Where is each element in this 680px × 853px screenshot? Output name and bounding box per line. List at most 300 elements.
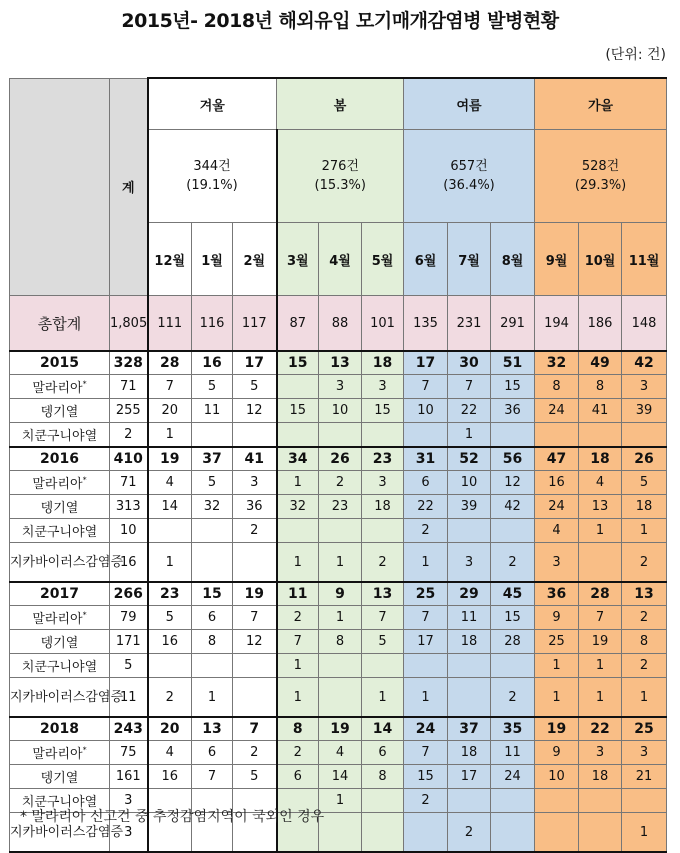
month-header: 12월 (148, 223, 192, 296)
month-value: 19 (579, 630, 622, 654)
month-value: 15 (277, 399, 319, 423)
month-value: 5 (192, 471, 233, 495)
row-label-text: 뎅기열 (40, 501, 79, 516)
month-value: 1 (277, 471, 319, 495)
month-value (362, 654, 404, 678)
month-value: 41 (579, 399, 622, 423)
season-total-count: 344건 (193, 159, 231, 174)
row-total: 255 (110, 399, 148, 423)
row-label (10, 447, 110, 471)
month-value (579, 423, 622, 448)
month-header: 11월 (622, 223, 667, 296)
month-value (192, 654, 233, 678)
row-total: 313 (110, 495, 148, 519)
month-value: 21 (622, 765, 667, 789)
row-label (10, 519, 110, 543)
month-value: 7 (233, 606, 277, 630)
month-value: 4 (148, 741, 192, 765)
month-value: 2 (404, 789, 448, 813)
month-value: 7 (148, 375, 192, 399)
month-value: 6 (404, 471, 448, 495)
month-value: 16 (192, 351, 233, 375)
month-value (148, 519, 192, 543)
month-value: 1 (148, 423, 192, 448)
month-value: 1 (319, 606, 362, 630)
month-value (448, 519, 491, 543)
row-total: 3 (110, 789, 148, 813)
month-value: 2 (404, 519, 448, 543)
row-label-text: 지카바이러스감염증 (10, 554, 124, 570)
month-header: 9월 (535, 223, 579, 296)
month-value: 7 (233, 717, 277, 741)
month-value: 2 (233, 741, 277, 765)
row-total: 71 (110, 471, 148, 495)
month-value: 25 (404, 582, 448, 606)
month-value: 11 (192, 399, 233, 423)
month-value: 7 (404, 741, 448, 765)
month-value: 41 (233, 447, 277, 471)
month-value: 14 (362, 717, 404, 741)
row-label-text: 말라리아 (32, 381, 83, 396)
month-value (277, 375, 319, 399)
month-value: 9 (535, 741, 579, 765)
month-value (448, 789, 491, 813)
month-value: 87 (277, 296, 319, 352)
month-value: 11 (277, 582, 319, 606)
row-total: 266 (110, 582, 148, 606)
season-total-pct: (15.3%) (314, 178, 366, 193)
row-label-text: 말라리아 (32, 477, 83, 492)
month-value (233, 654, 277, 678)
month-value: 8 (535, 375, 579, 399)
month-value: 17 (404, 351, 448, 375)
month-value: 13 (622, 582, 667, 606)
row-label (10, 495, 110, 519)
month-value: 6 (362, 741, 404, 765)
month-value: 231 (448, 296, 491, 352)
month-value: 3 (622, 375, 667, 399)
month-value: 28 (579, 582, 622, 606)
month-value (233, 423, 277, 448)
year-row (10, 351, 667, 375)
row-label-text: 말라리아 (32, 747, 83, 762)
disease-row (10, 630, 667, 654)
month-value (192, 543, 233, 583)
month-value (404, 423, 448, 448)
month-value: 3 (622, 741, 667, 765)
month-value: 1 (404, 543, 448, 583)
month-value: 5 (192, 375, 233, 399)
row-label (10, 471, 110, 495)
month-value: 13 (319, 351, 362, 375)
month-value: 49 (579, 351, 622, 375)
month-value (448, 654, 491, 678)
month-value: 18 (362, 495, 404, 519)
header-corner (10, 78, 110, 296)
month-value: 15 (277, 351, 319, 375)
month-header: 2월 (233, 223, 277, 296)
month-value: 45 (491, 582, 535, 606)
month-value: 51 (491, 351, 535, 375)
row-label-text: 말라리아 (32, 612, 83, 627)
month-value: 31 (404, 447, 448, 471)
month-value: 32 (535, 351, 579, 375)
month-value: 2 (448, 813, 491, 853)
month-value: 19 (233, 582, 277, 606)
month-value: 13 (579, 495, 622, 519)
footnote-mark: * (82, 745, 87, 755)
month-value: 186 (579, 296, 622, 352)
season-total-count: 657건 (450, 159, 488, 174)
month-value: 19 (148, 447, 192, 471)
month-value: 22 (579, 717, 622, 741)
disease-row (10, 606, 667, 630)
year-row (10, 582, 667, 606)
month-value: 15 (192, 582, 233, 606)
grand-total-row (10, 296, 667, 352)
month-value: 1 (277, 678, 319, 718)
month-value: 2 (622, 606, 667, 630)
month-value: 116 (192, 296, 233, 352)
row-label (10, 678, 124, 718)
month-value: 1 (319, 789, 362, 813)
incidence-table (9, 77, 667, 853)
month-value (233, 543, 277, 583)
month-value: 2 (233, 519, 277, 543)
month-value: 1 (622, 813, 667, 853)
month-value: 36 (233, 495, 277, 519)
row-label (10, 654, 110, 678)
month-value: 23 (319, 495, 362, 519)
month-value: 39 (448, 495, 491, 519)
month-value: 22 (404, 495, 448, 519)
row-label (10, 423, 110, 448)
month-value (535, 423, 579, 448)
row-label (10, 399, 110, 423)
season-total-spring (277, 130, 404, 223)
row-label (10, 582, 110, 606)
month-header: 5월 (362, 223, 404, 296)
month-value: 23 (362, 447, 404, 471)
row-label-text: 2015 (40, 355, 79, 371)
footnote-mark: * (82, 475, 87, 485)
month-value: 11 (448, 606, 491, 630)
row-total: 10 (110, 519, 148, 543)
month-value: 15 (362, 399, 404, 423)
month-value: 3 (579, 741, 622, 765)
month-value (319, 423, 362, 448)
month-value: 11 (491, 741, 535, 765)
month-value (535, 789, 579, 813)
month-value: 17 (233, 351, 277, 375)
month-value: 4 (148, 471, 192, 495)
month-value (277, 423, 319, 448)
month-value (192, 423, 233, 448)
month-value: 56 (491, 447, 535, 471)
month-value: 1 (148, 543, 192, 583)
month-value: 1 (319, 543, 362, 583)
row-label-text: 치쿤구니야열 (21, 660, 98, 675)
row-label-text: 치쿤구니야열 (21, 429, 98, 444)
season-total-summer (404, 130, 535, 223)
month-value: 29 (448, 582, 491, 606)
month-value: 2 (277, 741, 319, 765)
disease-row (10, 423, 667, 448)
row-total: 79 (110, 606, 148, 630)
season-total-pct: (19.1%) (186, 178, 238, 193)
row-label-text: 지카바이러스감염증 (10, 824, 124, 840)
month-value: 9 (319, 582, 362, 606)
month-value (319, 654, 362, 678)
month-value: 8 (277, 717, 319, 741)
month-value: 18 (448, 741, 491, 765)
month-value: 1 (622, 519, 667, 543)
disease-row (10, 543, 667, 583)
row-label-text: 2017 (40, 586, 79, 602)
month-value (362, 519, 404, 543)
season-winter: 겨울 (148, 78, 277, 130)
season-summer: 여름 (404, 78, 535, 130)
month-value: 52 (448, 447, 491, 471)
row-label (10, 741, 110, 765)
row-label-text: 치쿤구니야열 (21, 795, 98, 810)
month-value (491, 423, 535, 448)
month-value: 1 (579, 654, 622, 678)
month-value: 7 (362, 606, 404, 630)
row-label-text: 뎅기열 (40, 636, 79, 651)
season-total-pct: (36.4%) (443, 178, 495, 193)
month-value: 5 (148, 606, 192, 630)
month-value: 5 (362, 630, 404, 654)
month-value (579, 813, 622, 853)
year-row (10, 717, 667, 741)
season-total-winter (148, 130, 277, 223)
season-total-autumn (535, 130, 667, 223)
month-value: 32 (277, 495, 319, 519)
month-value: 2 (148, 678, 192, 718)
month-header: 10월 (579, 223, 622, 296)
row-total: 410 (110, 447, 148, 471)
month-value: 8 (579, 375, 622, 399)
month-value: 18 (622, 495, 667, 519)
month-value: 117 (233, 296, 277, 352)
month-header: 6월 (404, 223, 448, 296)
footnote: * 말라리아 신고건 중 추정감염지역이 국외인 경우 (20, 809, 325, 825)
month-value: 10 (404, 399, 448, 423)
month-value (362, 789, 404, 813)
month-value: 37 (448, 717, 491, 741)
month-value: 19 (535, 717, 579, 741)
month-header: 3월 (277, 223, 319, 296)
month-value: 2 (277, 606, 319, 630)
month-value: 2 (491, 678, 535, 718)
month-value: 42 (622, 351, 667, 375)
month-value: 24 (535, 399, 579, 423)
month-value: 8 (362, 765, 404, 789)
month-value: 1 (192, 678, 233, 718)
month-value: 2 (491, 543, 535, 583)
month-value: 32 (192, 495, 233, 519)
month-value (491, 654, 535, 678)
month-value: 1 (535, 678, 579, 718)
month-value: 1 (579, 519, 622, 543)
month-value: 13 (362, 582, 404, 606)
footnote-mark: * (82, 379, 87, 389)
disease-row (10, 399, 667, 423)
month-value: 3 (362, 375, 404, 399)
month-value: 25 (535, 630, 579, 654)
row-label (10, 606, 110, 630)
month-value: 8 (192, 630, 233, 654)
month-value (491, 519, 535, 543)
month-header: 8월 (491, 223, 535, 296)
disease-row (10, 495, 667, 519)
month-value: 3 (535, 543, 579, 583)
row-label-text: 2018 (40, 721, 79, 737)
disease-row (10, 654, 667, 678)
month-header: 1월 (192, 223, 233, 296)
month-value (535, 813, 579, 853)
year-row (10, 447, 667, 471)
month-value: 1 (622, 678, 667, 718)
month-value: 15 (491, 606, 535, 630)
row-total: 1,805 (110, 296, 148, 352)
row-label (10, 375, 110, 399)
month-value: 16 (148, 765, 192, 789)
row-total: 16 (110, 543, 148, 583)
month-value: 2 (622, 543, 667, 583)
month-value (622, 423, 667, 448)
row-label (10, 630, 110, 654)
month-value: 2 (362, 543, 404, 583)
month-value: 12 (233, 630, 277, 654)
month-value: 18 (579, 447, 622, 471)
month-value (579, 789, 622, 813)
month-value: 22 (448, 399, 491, 423)
month-value: 18 (448, 630, 491, 654)
month-value: 7 (404, 606, 448, 630)
month-value: 18 (362, 351, 404, 375)
month-value (404, 654, 448, 678)
month-value: 2 (622, 654, 667, 678)
month-value: 36 (535, 582, 579, 606)
header-gye: 계 (110, 78, 148, 296)
row-label (10, 717, 110, 741)
month-value: 34 (277, 447, 319, 471)
season-total-pct: (29.3%) (574, 178, 627, 193)
month-value: 1 (404, 678, 448, 718)
month-value (319, 813, 362, 853)
month-value: 12 (491, 471, 535, 495)
season-total-count: 276건 (321, 159, 359, 174)
month-value: 1 (362, 678, 404, 718)
month-value: 111 (148, 296, 192, 352)
month-value (148, 654, 192, 678)
month-value (404, 813, 448, 853)
month-value: 1 (579, 678, 622, 718)
footnote-mark: * (82, 610, 87, 620)
month-value: 24 (404, 717, 448, 741)
disease-row (10, 519, 667, 543)
month-value: 16 (535, 471, 579, 495)
month-value: 2 (319, 471, 362, 495)
month-value: 26 (319, 447, 362, 471)
month-value: 17 (404, 630, 448, 654)
row-label-text: 2016 (40, 451, 79, 467)
row-total: 243 (110, 717, 148, 741)
row-label-text: 총합계 (37, 314, 82, 333)
page-title: 2015년- 2018년 해외유입 모기매개감염병 발병현황 (121, 10, 559, 32)
month-value: 7 (579, 606, 622, 630)
month-value (319, 678, 362, 718)
month-value: 15 (491, 375, 535, 399)
row-label-text: 치쿤구니야열 (21, 525, 98, 540)
month-value: 291 (491, 296, 535, 352)
month-header: 7월 (448, 223, 491, 296)
month-value: 6 (192, 741, 233, 765)
month-value: 47 (535, 447, 579, 471)
month-value (622, 789, 667, 813)
row-label-text: 뎅기열 (40, 405, 79, 420)
month-value: 18 (579, 765, 622, 789)
month-value: 7 (192, 765, 233, 789)
month-value: 35 (491, 717, 535, 741)
month-value: 6 (277, 765, 319, 789)
month-value: 1 (277, 543, 319, 583)
month-value: 15 (404, 765, 448, 789)
unit-label: (단위: 건) (605, 47, 666, 63)
month-value: 148 (622, 296, 667, 352)
month-value: 19 (319, 717, 362, 741)
month-value: 3 (319, 375, 362, 399)
season-spring: 봄 (277, 78, 404, 130)
month-value: 1 (277, 654, 319, 678)
season-total-count: 528건 (581, 159, 620, 174)
disease-row (10, 678, 667, 718)
month-value: 37 (192, 447, 233, 471)
month-value (448, 678, 491, 718)
month-value: 24 (535, 495, 579, 519)
row-total: 75 (110, 741, 148, 765)
month-value: 9 (535, 606, 579, 630)
month-value (192, 519, 233, 543)
month-value: 3 (448, 543, 491, 583)
month-value: 1 (535, 654, 579, 678)
month-value: 13 (192, 717, 233, 741)
row-total: 3 (110, 813, 148, 853)
month-value (362, 423, 404, 448)
month-value (491, 789, 535, 813)
month-value: 7 (404, 375, 448, 399)
month-value: 5 (233, 375, 277, 399)
month-value: 42 (491, 495, 535, 519)
month-value: 36 (491, 399, 535, 423)
disease-row (10, 765, 667, 789)
month-value: 10 (535, 765, 579, 789)
month-value: 39 (622, 399, 667, 423)
month-value: 20 (148, 399, 192, 423)
season-autumn: 가을 (535, 78, 667, 130)
month-value: 17 (448, 765, 491, 789)
month-value: 24 (491, 765, 535, 789)
month-value: 8 (319, 630, 362, 654)
row-total: 71 (110, 375, 148, 399)
month-value: 4 (535, 519, 579, 543)
row-total: 328 (110, 351, 148, 375)
month-value: 5 (233, 765, 277, 789)
row-label (10, 543, 124, 583)
month-value: 14 (319, 765, 362, 789)
